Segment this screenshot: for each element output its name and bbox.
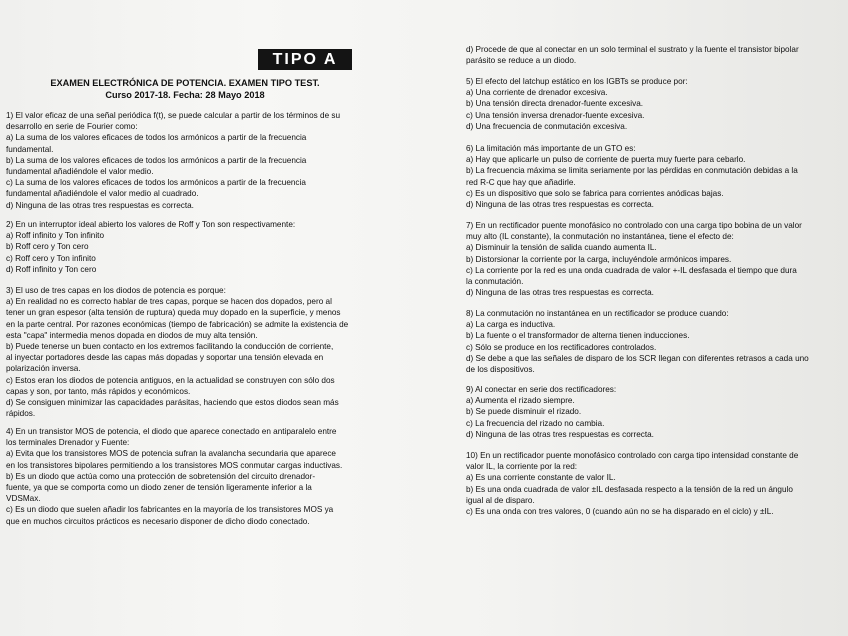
question-7: 7) En un rectificador puente monofásico no controlado con una carga tipo bobina de un valor muy alto (IL constante), la conmutación no instantánea, tiene el efecto de: a) Disminuir la tensión de salida cuando aumenta IL. b) Distorsionar la corriente por la carga, incluyéndole armónicos impares. c) La corriente por la red es una onda cuadrada de valor +-IL desfasada el tiempo que dura la conmutación. d) Ninguna de las otras tres respuestas es correcta. [466,221,802,298]
question-9: 9) Al conectar en serie dos rectificadores: a) Aumenta el rizado siempre. b) Se puede disminuir el rizado. c) La frecuencia del rizado no cambia. d) Ninguna de las otras tres respuestas es correcta. [466,385,654,439]
question-3: 3) El uso de tres capas en los diodos de potencia es porque: a) En realidad no es correcto hablar de tres capas, porque se hacen dos dopados, pero al tener un gran espesor (alta tensión de ruptura) queda muy dopado en la superficie, y menos en la parte central. Por razones económicas (tiempo de fabricación) se admite la existencia de esta "capa" intermedia menos dopada en diodos de muy alta tensión. b) Puede tenerse un buen contacto en los extremos facilitando la conducción de corriente, al inyectar portadores desde las capas más dopadas y soportar una tensión elevada en polarización inversa. c) Estos eran los diodos de potencia antiguos, en la actualidad se construyen con sólo dos capas y son, por tanto, más rápidos y económicos. d) Se consiguen minimizar las capacidades parásitas, haciendo que estos diodos sean más rápidos. [6,286,349,419]
question-8: 8) La conmutación no instantánea en un rectificador se produce cuando: a) La carga es inductiva. b) La fuente o el transformador de alterna tienen inducciones. c) Sólo se produce en los rectificadores controlados. d) Se debe a que las señales de disparo de los SCR llegan con diferentes retrasos a cada uno de los dispositivos. [466,309,809,375]
question-10: 10) En un rectificador puente monofásico controlado con carga tipo intensidad constante de valor IL, la corriente por la red: a) Es una corriente constante de valor IL. b) Es una onda cuadrada de valor ±IL desfasada respecto a la tensión de la red un ángulo igual al de disparo. c) Es una onda con tres valores, 0 (cuando aún no se ha disparado en el ciclo) y ±IL. [466,451,799,517]
question-4-continued: d) Procede de que al conectar en un solo terminal el sustrato y la fuente el transistor bipolar parásito se reduce a un diodo. [466,45,799,66]
exam-type-badge: TIPO A [258,49,352,70]
question-5: 5) El efecto del latchup estático en los IGBTs se produce por: a) Una corriente de drenador excesiva. b) Una tensión directa drenador-fuente excesiva. c) Una tensión inversa drenador-fuente excesiva. d) Una frecuencia de conmutación excesiva. [466,77,688,131]
question-1: 1) El valor eficaz de una señal periódica f(t), se puede calcular a partir de los términos de su desarrollo en serie de Fourier como: a) La suma de los valores eficaces de todos los armónicos a partir de la frecuencia fundamental. b) La suma de los valores eficaces de todos los armónicos a partir de la frecuencia fundamental añadiéndole el valor medio. c) La suma de los valores eficaces de todos los armónicos a partir de la frecuencia fundamental añadiéndole el valor medio al cuadrado. d) Ninguna de las otras tres respuestas es correcta. [6,111,341,210]
question-2: 2) En un interruptor ideal abierto los valores de Roff y Ton son respectivamente: a) Roff infinito y Ton infinito b) Roff cero y Ton cero c) Roff cero y Ton infinito d) Roff infinito y Ton cero [6,220,296,274]
question-6: 6) La limitación más importante de un GTO es: a) Hay que aplicarle un pulso de corriente de puerta muy fuerte para cebarlo. b) La frecuencia máxima se limita seriamente por las pérdidas en conmutación debidas a la red R-C que hay que añadirle. c) Es un dispositivo que solo se fabrica para corrientes anódicas bajas. d) Ninguna de las otras tres respuestas es correcta. [466,144,798,210]
exam-title: EXAMEN ELECTRÓNICA DE POTENCIA. EXAMEN TIPO TEST. [50,78,320,88]
question-4: 4) En un transistor MOS de potencia, el diodo que aparece conectado en antiparalelo entre los terminales Drenador y Fuente: a) Evita que los transistores MOS de potencia sufran la avalancha secundaria que aparece en los transistores bipolares permitiendo a los transistores MOS conmutar cargas inductivas. b) Es un diodo que actúa como una protección de sobretensión del circuito drenador- fuente, ya que se comporta como un diodo zener de tensión ligeramente inferior a la VDSMax. c) Es un diodo que suelen añadir los fabricantes en la mayoría de los transistores MOS ya que en muchos circuitos prácticos es necesario disponer de dicho diodo conectado. [6,427,343,526]
exam-course-date: Curso 2017-18. Fecha: 28 Mayo 2018 [105,90,265,100]
